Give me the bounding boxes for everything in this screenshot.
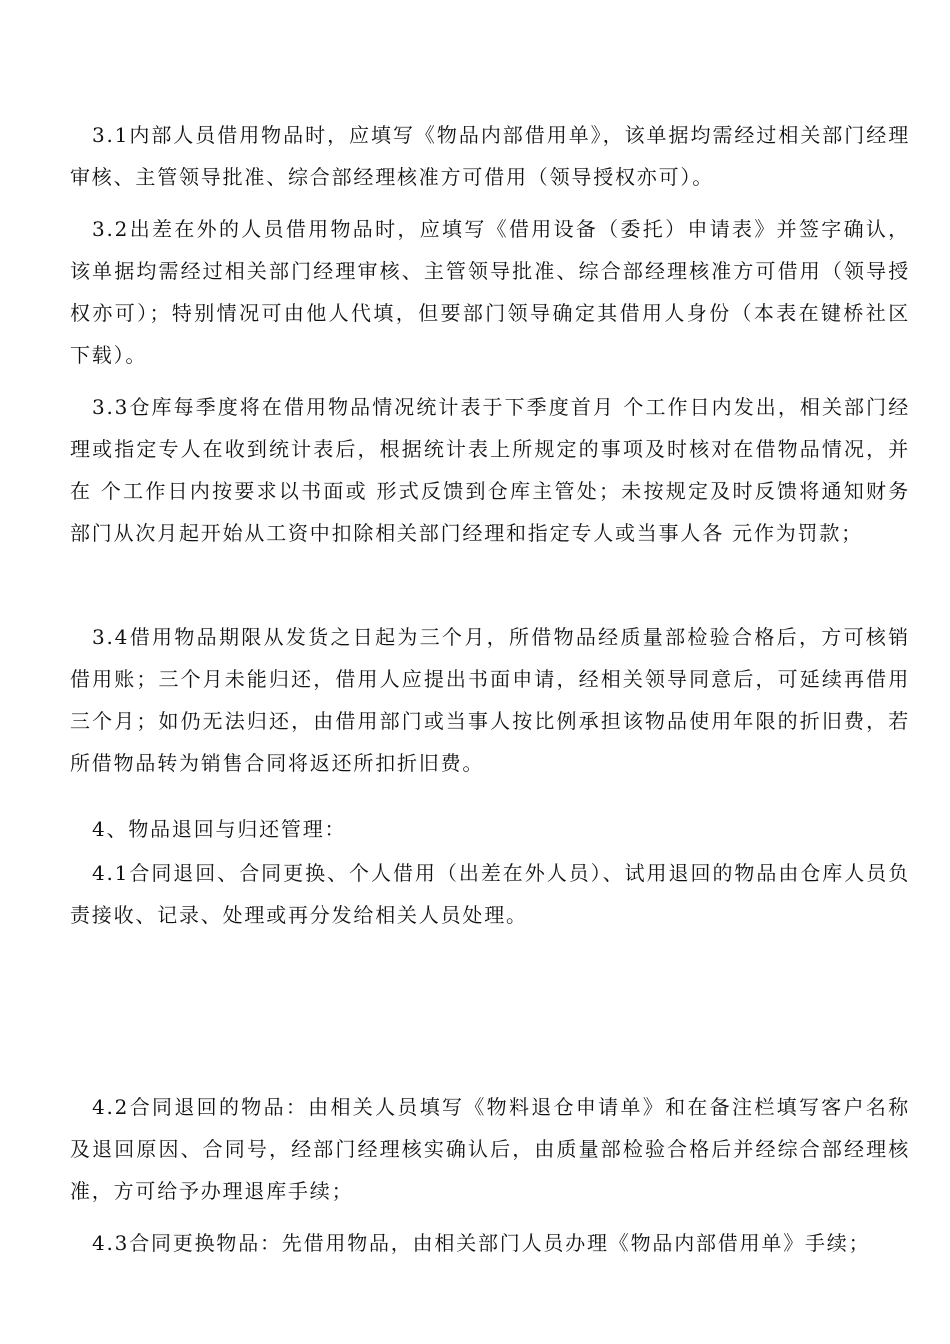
- paragraph-3-1: 3.1内部人员借用物品时，应填写《物品内部借用单》，该单据均需经过相关部门经理审核、主管领导批准、综合部经理核准方可借用（领导授权亦可）。: [70, 123, 910, 189]
- paragraph-3-4: 3.4借用物品期限从发货之日起为三个月，所借物品经质量部检验合格后，方可核销借用账；三个月未能归还，借用人应提出书面申请，经相关领导同意后，可延续再借用三个月；如仍无法归还，由借用部门或当事人按比例承担该物品使用年限的折旧费，若所借物品转为销售合同将返还所扣折旧费。: [70, 625, 910, 775]
- paragraph-3-3: 3.3仓库每季度将在借用物品情况统计表于下季度首月 个工作日内发出，相关部门经理或指定专人在收到统计表后，根据统计表上所规定的事项及时核对在借物品情况，并在 个工作日内按要求以书面或 形式反馈到仓库主管处；未按规定及时反馈将通知财务部门从次月起开始从工资中扣除相关部门经理和指定专人或当事人各 元作为罚款；: [70, 395, 910, 545]
- paragraph-4-2: 4.2合同退回的物品：由相关人员填写《物料退仓申请单》和在备注栏填写客户名称及退回原因、合同号，经部门经理核实确认后，由质量部检验合格后并经综合部经理核准，方可给予办理退库手续；: [70, 1095, 910, 1203]
- section-heading-4: 4、物品退回与归还管理：: [92, 817, 347, 841]
- paragraph-4-1: 4.1合同退回、合同更换、个人借用（出差在外人员）、试用退回的物品由仓库人员负责接收、记录、处理或再分发给相关人员处理。: [70, 861, 910, 927]
- paragraph-4-3: 4.3合同更换物品：先借用物品，由相关部门人员办理《物品内部借用单》手续；: [92, 1231, 871, 1255]
- paragraph-3-2: 3.2出差在外的人员借用物品时，应填写《借用设备（委托）申请表》并签字确认，该单据均需经过相关部门经理审核、主管领导批准、综合部经理核准方可借用（领导授权亦可）；特别情况可由他人代填，但要部门领导确定其借用人身份（本表在键桥社区下载）。: [70, 217, 910, 367]
